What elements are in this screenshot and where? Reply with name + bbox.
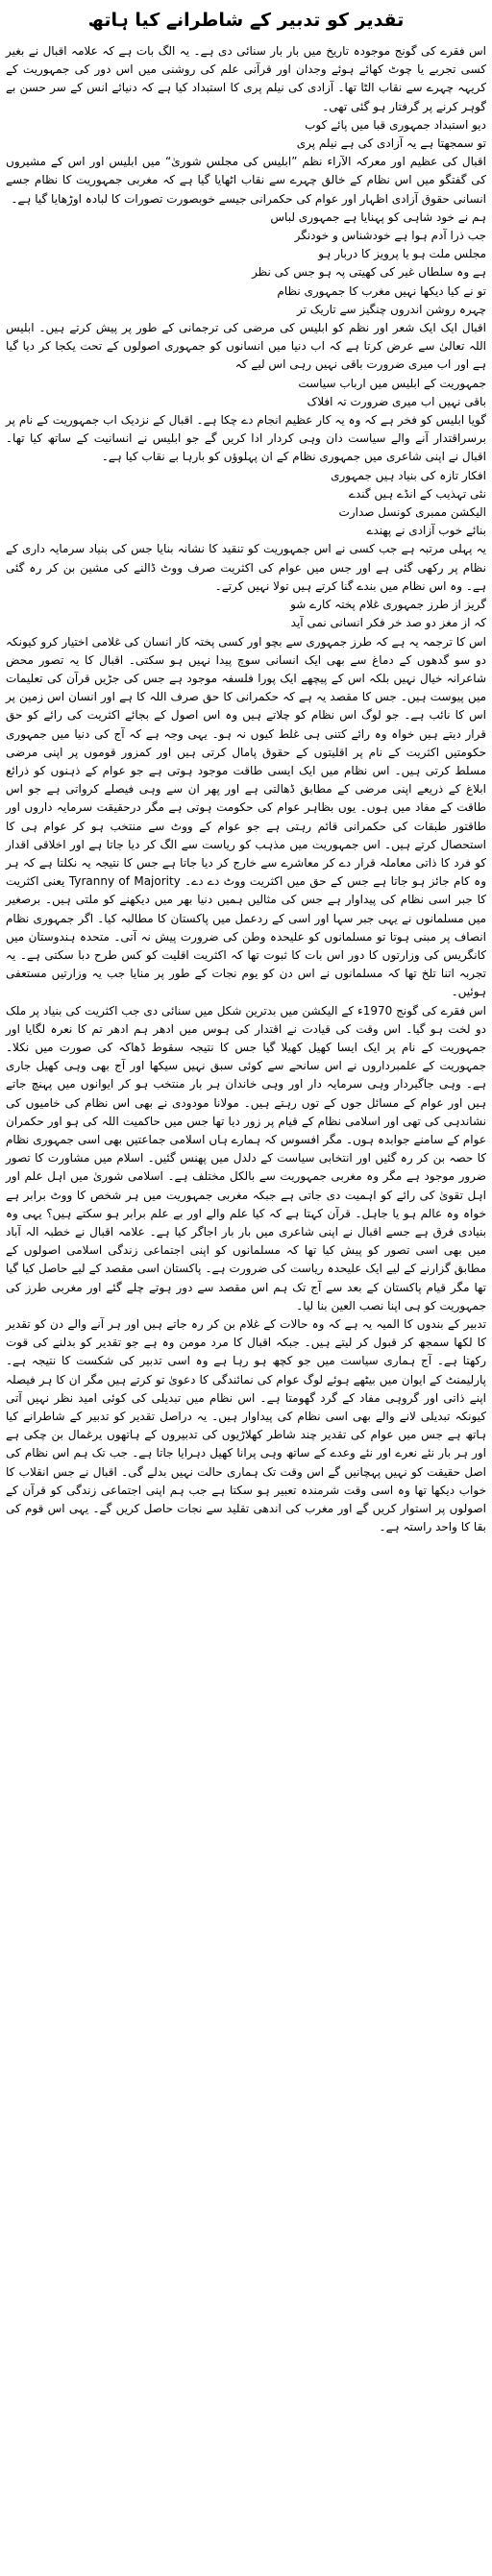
paragraph: یہ پہلی مرتبہ ہے جب کسی نے اس جمہوریت کو تنقید کا نشانہ بنایا جس کی بنیاد سرمایہ داری کے نظام پر رکھی گئی ہے اور جس میں عوام کی اکثریت صرف ووٹ ڈالنے کی مشین بن کر رہ گئی ہے۔ وہ اس نظام میں بندے گنا کرتے ہیں تولا نہیں کرتے۔ xyxy=(6,542,486,593)
verse-line: گریز از طرز جمہوری غلام پختہ کارے شو xyxy=(290,598,486,612)
headline: تقدیر کو تدبیر کے شاطرانے کیا ہاتھ xyxy=(87,10,405,31)
paragraph: گویا ابلیس کو فخر ہے کہ وہ یہ کار عظیم انجام دے چکا ہے۔ اقبال کے نزدیک اب جمہوریت کے نام پر برسراقتدار آنے والے سیاست دان وہی کردار ادا کریں گے جو ابلیس نے انسانیت کے ساتھ کیا تھا۔ اقبال نے اپنی شاعری میں جمہوری نظام کے ان پہلوؤں کو بارہا بے نقاب کیا ہے۔ xyxy=(6,413,486,464)
verse-line: بنائے خوب آزادی نے پھندے xyxy=(366,524,486,538)
verse-line: کہ از مغز دو صد خر فکر انسانی نمی آید xyxy=(290,616,486,630)
verse-line: ہم نے خود شاہی کو پہنایا ہے جمہوری لباس xyxy=(270,209,486,224)
verse-line: جمہوریت کے ابلیس میں ارباب سیاست xyxy=(298,376,486,390)
article-body xyxy=(6,42,486,1536)
verse-line: چہرہ روشن اندروں چنگیز سے تاریک تر xyxy=(297,302,486,316)
paragraph: اس کا ترجمہ یہ ہے کہ طرز جمہوری سے بچو اور کسی پختہ کار انسان کی غلامی اختیار کرو کیونکہ دو سو گدھوں کے دماغ سے بھی ایک انسانی سوچ پیدا نہیں ہو سکتی۔ اقبال کا یہ تصور محض شاعرانہ خیال نہیں بلکہ اس کے پیچھے ایک پورا فلسفہ موجود ہے جس کی جڑیں قرآن کی تعلیمات میں پیوست ہیں۔ جس کا مقصد یہ ہے کہ حکمرانی کا حق صرف اللہ کا ہے اور انسان اس زمین پر اس کا نائب ہے۔ جو لوگ اس نظام کو چلاتے ہیں وہ اس اصول کے بجائے اکثریت کی رائے کو حق قرار دیتے ہیں خواہ وہ رائے کتنی ہی غلط کیوں نہ ہو۔ یہی وجہ ہے کہ آج کی دنیا میں جمہوری حکومتیں اکثریت کے نام پر اقلیتوں کے حقوق پامال کرتی ہیں اور کمزور قوموں پر اپنی مرضی مسلط کرتی ہیں۔ اس نظام میں ایک ایسی طاقت موجود ہوتی ہے جو عوام کے ذہنوں کو ذرائع ابلاغ کے ذریعے اپنی مرضی کے مطابق ڈھالتی ہے اور پھر ان سے وہی فیصلے کرواتی ہے جو اس طاقت کے مفاد میں ہوں۔ یوں بظاہر عوام کی حکومت ہوتی ہے مگر درحقیقت سرمایہ داروں اور طاقتور طبقات کی حکمرانی قائم رہتی ہے جو عوام کے ووٹ سے منتخب ہو کر عوام ہی کا استحصال کرتے ہیں۔ اس جمہوریت میں مذہب کو ریاست سے الگ کر دیا جاتا ہے اور اخلاقی اقدار کو فرد کا ذاتی معاملہ قرار دے کر معاشرے سے خارج کر دیا جاتا ہے جس کا نتیجہ یہ نکلتا ہے کہ ہر وہ کام جائز ہو جاتا ہے جس کے حق میں اکثریت ووٹ دے دے۔ Tyranny of Majority یعنی اکثریت کا جبر اسی نظام کی پیداوار ہے جس کی مثالیں ہمیں دنیا بھر میں دیکھنے کو ملتی ہیں۔ برصغیر میں مسلمانوں نے یہی جبر سہا اور اسی کے ردعمل میں پاکستان کا مطالبہ کیا۔ اگر جمہوری نظام انصاف پر مبنی ہوتا تو مسلمانوں کو علیحدہ وطن کی ضرورت پیش نہ آتی۔ متحدہ ہندوستان میں کانگریس کی وزارتوں کا دور اس بات کا ثبوت تھا کہ اکثریت اقلیت کو کس طرح دبا سکتی ہے۔ یہ تجربہ اتنا تلخ تھا کہ مسلمانوں نے اس دن کو یوم نجات کے طور پر منایا جب یہ وزارتیں مستعفی ہوئیں۔ xyxy=(6,634,487,999)
verse-line: تو سمجھتا ہے یہ آزادی کی ہے نیلم پری xyxy=(296,136,486,151)
verse-line: مجلس ملت ہو یا پرویز کا دربار ہو xyxy=(318,247,486,261)
paragraph: اس فقرے کی گونج 1970ء کے الیکشن میں بدترین شکل میں سنائی دی جب اکثریت کی بنیاد پر ملک دو لخت ہو گیا۔ اس وقت کی قیادت نے اقتدار کی ہوس میں ادھر ہم ادھر تم کا نعرہ لگایا اور جمہوریت کے نام پر ایک ایسا کھیل کھیلا گیا جس کا نتیجہ سقوط ڈھاکہ کی صورت میں نکلا۔ جمہوریت کے علمبرداروں نے اس سانحے سے کوئی سبق نہیں سیکھا اور آج بھی وہی کھیل جاری ہے۔ وہی جاگیردار وہی سرمایہ دار اور وہی خاندان ہر بار منتخب ہو کر ایوانوں میں پہنچ جاتے ہیں اور عوام کے مسائل جوں کے توں رہتے ہیں۔ مولانا مودودی نے بھی اس نظام کی خامیوں کی نشاندہی کی تھی اور اسلامی نظام کے قیام پر زور دیا تھا جس میں حاکمیت اللہ کی ہو اور حکمران عوام کے سامنے جوابدہ ہوں۔ مگر افسوس کہ ہمارے ہاں اسلامی جماعتیں بھی اسی جمہوری نظام کا حصہ بن کر رہ گئیں اور انتخابی سیاست کے دلدل میں پھنس گئیں۔ اسلام میں مشاورت کا تصور ضرور موجود ہے مگر وہ مغربی جمہوریت سے بالکل مختلف ہے۔ اسلامی شوریٰ میں اہل علم اور اہل تقویٰ کی رائے کو اہمیت دی جاتی ہے جبکہ مغربی جمہوریت میں ہر شخص کا ووٹ برابر ہے خواہ وہ عالم ہو یا جاہل۔ قرآن کہتا ہے کہ کیا علم والے اور بے علم برابر ہو سکتے ہیں؟ یہی وہ بنیادی فرق ہے جسے اقبال نے اپنی شاعری میں بار بار اجاگر کیا ہے۔ علامہ اقبال نے خطبہ الہ آباد میں بھی اسی تصور کو پیش کیا تھا کہ مسلمانوں کو اپنی اجتماعی زندگی اسلامی اصولوں کے مطابق گزارنے کے لیے ایک علیحدہ ریاست کی ضرورت ہے۔ پاکستان اسی مقصد کے لیے حاصل کیا گیا تھا مگر قیام پاکستان کے بعد سے آج تک ہم اس مقصد سے دور ہوتے چلے گئے اور مغربی طرز کی جمہوریت کو ہی اپنا نصب العین بنا لیا۔ xyxy=(6,1003,487,1313)
verse-line: باقی نہیں اب میری ضرورت تہ افلاک xyxy=(307,394,486,408)
verse-line: ہے وہ سلطاں غیر کی کھیتی پہ ہو جس کی نظر xyxy=(252,265,486,280)
paragraph: تدبیر کے بندوں کا المیہ یہ ہے کہ وہ حالات کے غلام بن کر رہ جاتے ہیں اور ہر آنے والے دن کو تقدیر کا لکھا سمجھ کر قبول کر لیتے ہیں۔ جبکہ اقبال کا مرد مومن وہ ہے جو تقدیر کو بدلنے کی قوت رکھتا ہے۔ آج ہماری سیاست میں جو کچھ ہو رہا ہے وہ اسی تدبیر کی شکست کا نتیجہ ہے۔ پارلیمنٹ کے ایوان میں بیٹھے ہوئے لوگ عوام کی نمائندگی کا دعویٰ تو کرتے ہیں مگر ان کا ہر فیصلہ اپنے ذاتی اور گروہی مفاد کے گرد گھومتا ہے۔ اس نظام میں تبدیلی کی کوئی امید نظر نہیں آتی کیونکہ تبدیلی لانے والے بھی اسی نظام کی پیداوار ہیں۔ یہ دراصل تقدیر کو تدبیر کے شاطرانے کیا ہاتھ ہے جس میں عوام کی تقدیر چند شاطر کھلاڑیوں کی تدبیروں کے ہاتھوں یرغمال بن چکی ہے اور ہر بار نئے نعرے اور نئے وعدے کے ساتھ وہی پرانا کھیل دہرایا جاتا ہے۔ جب تک ہم اس نظام کی اصل حقیقت کو نہیں پہچانیں گے اس وقت تک ہماری حالت نہیں بدلے گی۔ اقبال نے جس انقلاب کا خواب دیکھا تھا وہ اسی وقت شرمندہ تعبیر ہو سکتا ہے جب ہم اپنی اجتماعی زندگی کو قرآن کے اصولوں پر استوار کریں گے اور مغرب کی اندھی تقلید سے نجات حاصل کریں گے۔ یہی اس قوم کی بقا کا واحد راستہ ہے۔ xyxy=(6,1317,486,1534)
verse-line: تو نے کیا دیکھا نہیں مغرب کا جمہوری نظام xyxy=(277,283,486,298)
paragraph: اس فقرے کی گونج موجودہ تاریخ میں بار بار سنائی دی ہے۔ یہ الگ بات ہے کہ علامہ اقبال نے بغیر کسی تجربے یا چوٹ کھائے ہوئے وجدان اور قرآنی علم کی روشنی میں اس دور کی جمہوریت کے کریہہ چہرے سے نقاب الٹا تھا۔ آزادی کی نیلم پری کا استبداد کیا ہے کہ دنیائے انس کے سر حسن بے گوہر کرنے پر گرفتار ہو گئی تھی۔ xyxy=(6,44,486,113)
verse-line: جب ذرا آدم ہوا ہے خودشناس و خودنگر xyxy=(294,229,486,243)
verse-line: افکار تازہ کی بنیاد ہیں جمہوری xyxy=(331,468,486,482)
verse-line: دیو استبداد جمہوری قبا میں پائے کوب xyxy=(305,117,486,132)
paragraph: اقبال ایک ایک شعر اور نظم کو ابلیس کی مرضی کی ترجمانی کے طور پر پیش کرتے ہیں۔ ابلیس اللہ تعالیٰ سے عرض کرتا ہے کہ اب دنیا میں انسانوں کو جمہوری اصولوں کے تحت یکجا کر دیا گیا ہے اور اب میری ضرورت باقی نہیں رہی اس لیے کہ xyxy=(6,321,486,372)
verse-line: نئی تہذیب کے انڈے ہیں گندے xyxy=(348,486,486,501)
verse-line: الیکشن ممبری کونسل صدارت xyxy=(338,505,486,520)
paragraph: اقبال کی عظیم اور معرکہ الآراء نظم ”ابلیس کی مجلس شوریٰ“ میں ابلیس اور اس کے مشیروں کی گفتگو میں اس نظام کے خالق چہرے سے نقاب اٹھایا گیا ہے کہ مغربی جمہوریت کا نظام جسے انسانی حقوق آزادی اظہار اور عوام کی حکمرانی جیسے خوبصورت تصورات کا لبادہ اوڑھایا گیا ہے۔ xyxy=(6,155,486,206)
